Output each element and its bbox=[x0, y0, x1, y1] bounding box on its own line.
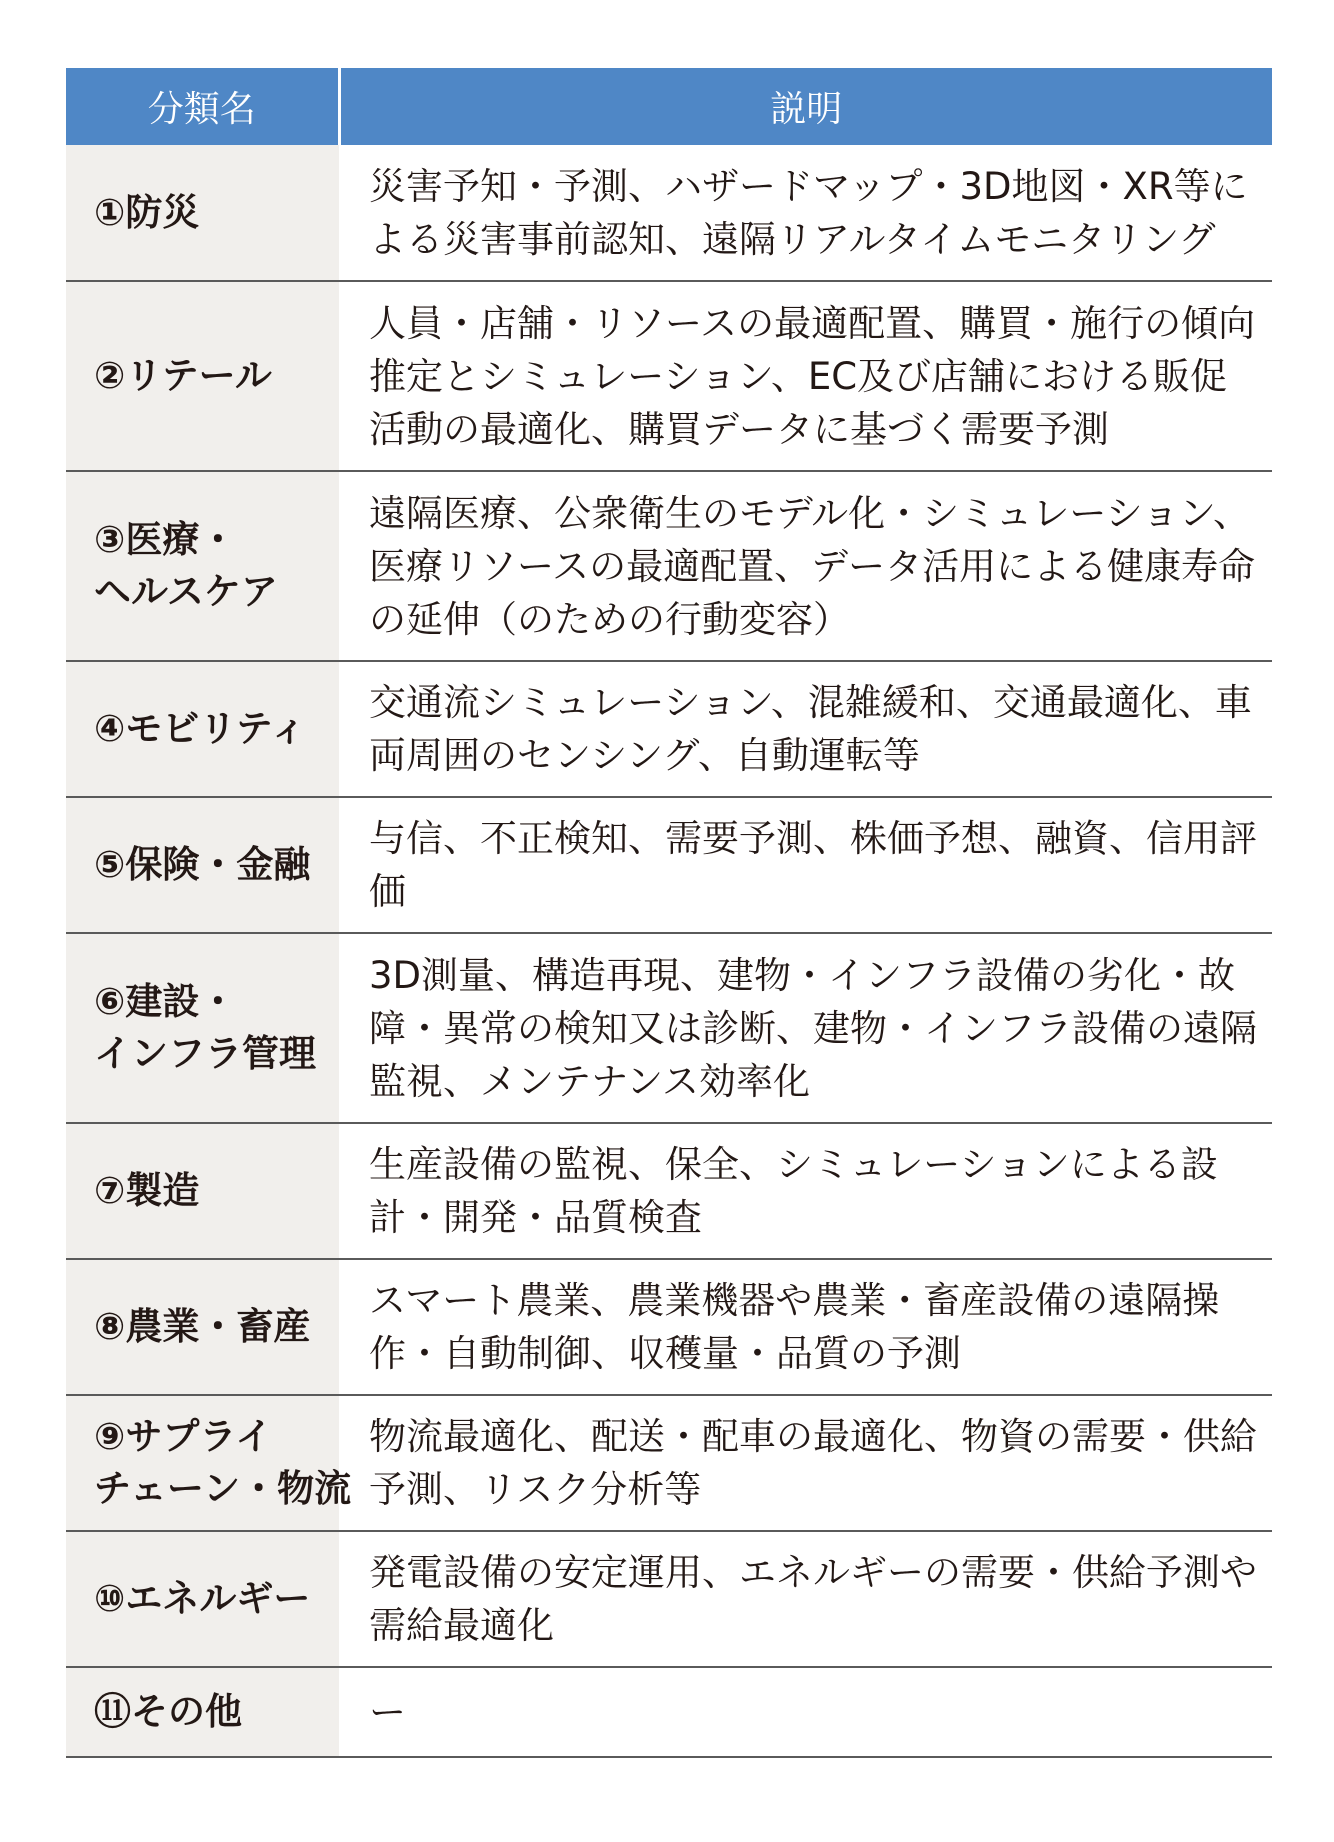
description-cell: 発電設備の安定運用、エネルギーの需要・供給予測や需給最適化 bbox=[339, 1531, 1272, 1667]
description-cell: 災害予知・予測、ハザードマップ・3D地図・XR等による災害事前認知、遠隔リアルタイムモニタリング bbox=[339, 145, 1272, 281]
category-name: チェーン・物流 bbox=[94, 1467, 352, 1510]
classification-table bbox=[66, 68, 1272, 1758]
description-cell: 与信、不正検知、需要予測、株価予想、融資、信用評価 bbox=[339, 797, 1272, 933]
description-cell: スマート農業、農業機器や農業・畜産設備の遠隔操作・自動制御、収穫量・品質の予測 bbox=[339, 1259, 1272, 1395]
category-cell bbox=[66, 1259, 339, 1395]
table-row bbox=[66, 661, 1272, 797]
description-cell: ー bbox=[339, 1667, 1272, 1757]
category-name: ⑩エネルギー bbox=[94, 1577, 311, 1620]
category-name: インフラ管理 bbox=[94, 1032, 316, 1075]
table-row bbox=[66, 933, 1272, 1123]
table-row bbox=[66, 471, 1272, 661]
category-cell bbox=[66, 933, 339, 1123]
category-cell bbox=[66, 797, 339, 933]
category-cell bbox=[66, 281, 339, 471]
category-name: ⑦製造 bbox=[94, 1169, 200, 1212]
table-row bbox=[66, 1531, 1272, 1667]
description-cell: 物流最適化、配送・配車の最適化、物資の需要・供給予測、リスク分析等 bbox=[339, 1395, 1272, 1531]
table-row bbox=[66, 1395, 1272, 1531]
table-body bbox=[66, 145, 1272, 1757]
description-cell: 生産設備の監視、保全、シミュレーションによる設計・開発・品質検査 bbox=[339, 1123, 1272, 1259]
category-name: ⑤保険・金融 bbox=[94, 843, 311, 886]
table-row bbox=[66, 145, 1272, 281]
table-header-row bbox=[66, 68, 1272, 145]
table-row bbox=[66, 1259, 1272, 1395]
category-cell bbox=[66, 471, 339, 661]
table-row bbox=[66, 797, 1272, 933]
category-cell bbox=[66, 1123, 339, 1259]
category-name: ⑥建設・ bbox=[94, 980, 237, 1023]
header-category-name: 分類名 bbox=[66, 68, 339, 145]
description-cell: 3D測量、構造再現、建物・インフラ設備の劣化・故障・異常の検知又は診断、建物・インフラ設備の遠隔監視、メンテナンス効率化 bbox=[339, 933, 1272, 1123]
category-cell bbox=[66, 1395, 352, 1531]
category-cell bbox=[66, 661, 339, 797]
category-name: ④モビリティ bbox=[94, 707, 307, 750]
category-cell bbox=[66, 145, 339, 281]
description-cell: 交通流シミュレーション、混雑緩和、交通最適化、車両周囲のセンシング、自動運転等 bbox=[339, 661, 1272, 797]
category-name: ⑨サプライ bbox=[94, 1415, 273, 1458]
category-name: ⑧農業・畜産 bbox=[94, 1305, 311, 1348]
category-name: ③医療・ bbox=[94, 518, 237, 561]
table-row bbox=[66, 281, 1272, 471]
table-row bbox=[66, 1667, 1272, 1757]
classification-table-container bbox=[66, 68, 1272, 1758]
description-cell: 遠隔医療、公衆衛生のモデル化・シミュレーション、医療リソースの最適配置、データ活用による健康寿命の延伸（のための行動変容） bbox=[339, 471, 1272, 661]
category-name: ①防災 bbox=[94, 190, 200, 234]
category-name: ⑪その他 bbox=[94, 1690, 242, 1733]
header-description: 説明 bbox=[339, 68, 1272, 145]
description-cell: 人員・店舗・リソースの最適配置、購買・施行の傾向推定とシミュレーション、EC及び店舗における販促活動の最適化、購買データに基づく需要予測 bbox=[339, 281, 1272, 471]
category-name: ②リテール bbox=[94, 354, 272, 397]
table-row bbox=[66, 1123, 1272, 1259]
category-cell bbox=[66, 1531, 339, 1667]
category-name: ヘルスケア bbox=[94, 570, 278, 613]
category-cell bbox=[66, 1667, 339, 1757]
